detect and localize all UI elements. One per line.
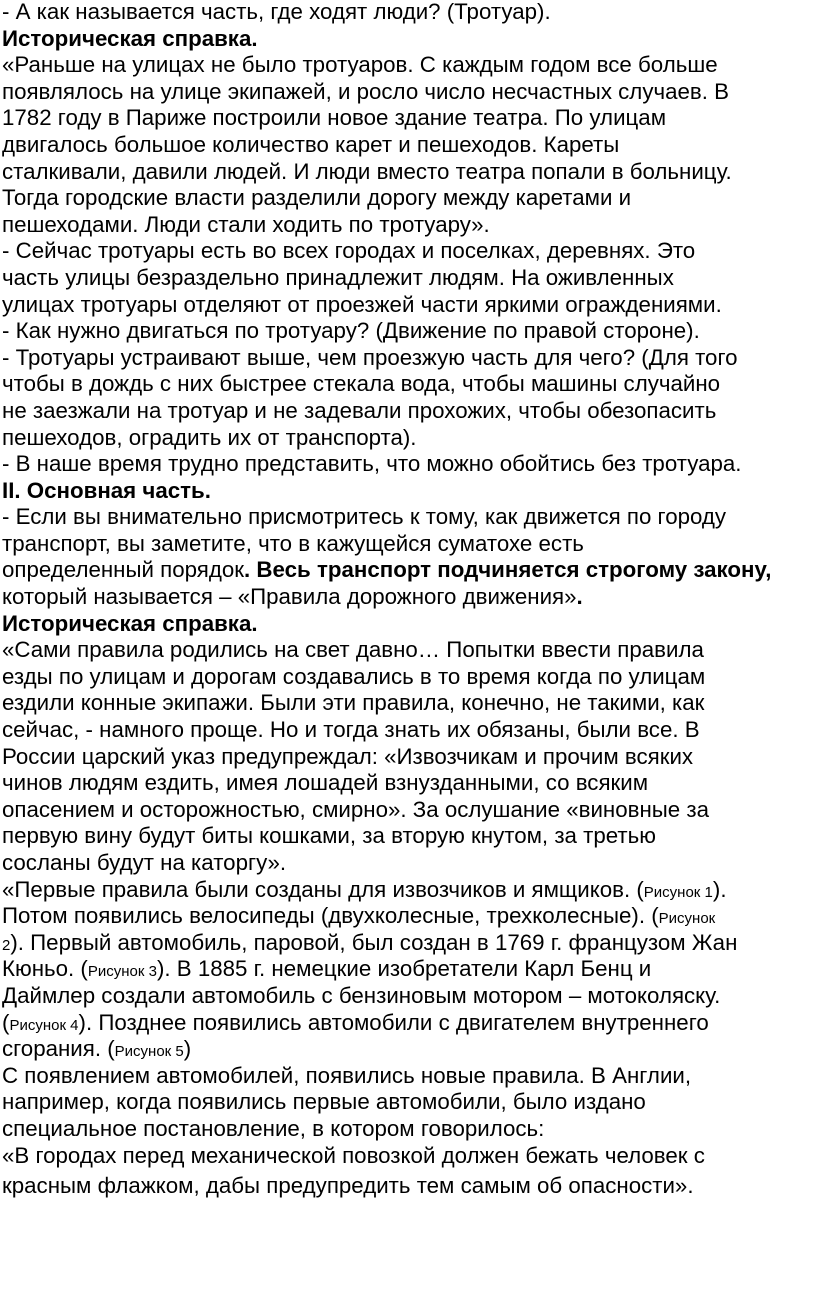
text-line: - Тротуары устраивают выше, чем проезжую часть для чего? (Для того (2, 344, 738, 370)
figure-reference: Рисунок 5 (114, 1043, 184, 1061)
section-heading: Историческая справка. (2, 25, 258, 51)
text-line (2, 956, 816, 983)
text-run: ). (712, 876, 727, 902)
text-line: «Сами правила родились на свет давно… Попытки ввести правила (2, 637, 704, 663)
text-line: двигалось большое количество карет и пешеходов. Кареты (2, 131, 620, 157)
figure-reference: Рисунок 1 (643, 883, 713, 901)
text-run: ). Первый автомобиль, паровой, был создан в 1769 г. французом Жан (10, 929, 738, 955)
text-run: сгорания. ( (2, 1036, 115, 1062)
text-line: сталкивали, давили людей. И люди вместо театра попали в больницу. (2, 158, 732, 184)
text-run: ). Позднее появились автомобили с двигателем внутреннего (78, 1009, 709, 1035)
text-line: сосланы будут на каторгу». (2, 850, 287, 875)
text-line: часть улицы безраздельно принадлежит людям. На оживленных (2, 264, 674, 290)
section-heading: II. Основная часть. (2, 477, 211, 503)
figure-reference: Рисунок 4 (9, 1016, 79, 1034)
figure-reference: Рисунок 3 (87, 963, 157, 981)
text-line: специальное постановление, в котором говорилось: (2, 1115, 545, 1141)
text-run: Кюньо. ( (2, 956, 88, 982)
text-line: пешеходами. Люди стали ходить по тротуару». (2, 211, 490, 237)
text-run: ) (183, 1036, 192, 1062)
text-run: который называется – «Правила дорожного движения» (2, 584, 577, 610)
text-run: Потом появились велосипеды (двухколесные, трехколесные). ( (2, 903, 659, 929)
text-line (2, 1010, 816, 1037)
text-run: ( (2, 1009, 10, 1035)
text-line (2, 1036, 816, 1063)
text-line: С появлением автомобилей, появились новые правила. В Англии, (2, 1062, 692, 1088)
text-line: езды по улицам и дорогам создавались в то время когда по улицам (2, 663, 706, 689)
text-line (2, 877, 816, 904)
text-run: определенный порядок (2, 557, 245, 583)
text-line: сейчас, - намного проще. Но и тогда знать их обязаны, были все. В (2, 717, 700, 743)
text-line: ездили конные экипажи. Были эти правила, конечно, не такими, как (2, 690, 705, 716)
text-line: например, когда появились первые автомобили, было издано (2, 1089, 646, 1115)
text-line: - Как нужно двигаться по тротуару? (Движение по правой стороне). (2, 318, 700, 344)
text-line: Тогда городские власти разделили дорогу между каретами и (2, 185, 632, 211)
text-line: - А как называется часть, где ходят люди? (Тротуар). (2, 0, 551, 24)
text-line: транспорт, вы заметите, что в кажущейся суматохе есть (2, 530, 584, 556)
text-line (2, 557, 816, 584)
text-line: чинов людям ездить, имея лошадей взнузданными, со всяким (2, 770, 649, 796)
figure-reference: Рисунок (658, 910, 716, 928)
text-line: первую вину будут биты кошками, за вторую кнутом, за третью (2, 823, 656, 849)
text-line: России царский указ предупреждал: «Извозчикам и прочим всяких (2, 743, 694, 769)
text-run: «Первые правила были созданы для извозчиков и ямщиков. ( (2, 876, 644, 902)
text-line: красным флажком, дабы предупредить тем самым об опасности». (2, 1173, 694, 1199)
text-line (2, 584, 816, 611)
text-line: пешеходов, оградить их от транспорта). (2, 424, 417, 450)
text-run-bold: . Весь транспорт подчиняется строгому закону, (244, 557, 772, 583)
text-line: улицах тротуары отделяют от проезжей части яркими ограждениями. (2, 291, 722, 317)
text-line: опасением и осторожностью, смирно». За ослушание «виновные за (2, 796, 710, 822)
text-line: - Сейчас тротуары есть во всех городах и поселках, деревнях. Это (2, 238, 696, 264)
text-line: появлялось на улице экипажей, и росло число несчастных случаев. В (2, 78, 729, 104)
text-line: «Раньше на улицах не было тротуаров. С каждым годом все больше (2, 52, 718, 78)
section-heading: Историческая справка. (2, 610, 258, 636)
text-run-bold: . (576, 584, 583, 610)
text-line: не заезжали на тротуар и не задевали прохожих, чтобы обезопасить (2, 397, 717, 423)
text-line: - Если вы внимательно присмотритесь к тому, как движется по городу (2, 504, 727, 530)
text-line: 1782 году в Париже построили новое здание театра. По улицам (2, 105, 667, 131)
text-line: «В городах перед механической повозкой должен бежать человек с (2, 1142, 705, 1168)
text-line: чтобы в дождь с них быстрее стекала вода, чтобы машины случайно (2, 371, 721, 397)
text-line: Даймлер создали автомобиль с бензиновым мотором – мотоколяску. (2, 982, 721, 1008)
text-run: ). В 1885 г. немецкие изобретатели Карл Бенц и (156, 956, 652, 982)
text-line (2, 903, 816, 930)
text-line (2, 930, 816, 957)
figure-reference: 2 (2, 936, 11, 954)
text-line: - В наше время трудно представить, что можно обойтись без тротуара. (2, 451, 742, 477)
